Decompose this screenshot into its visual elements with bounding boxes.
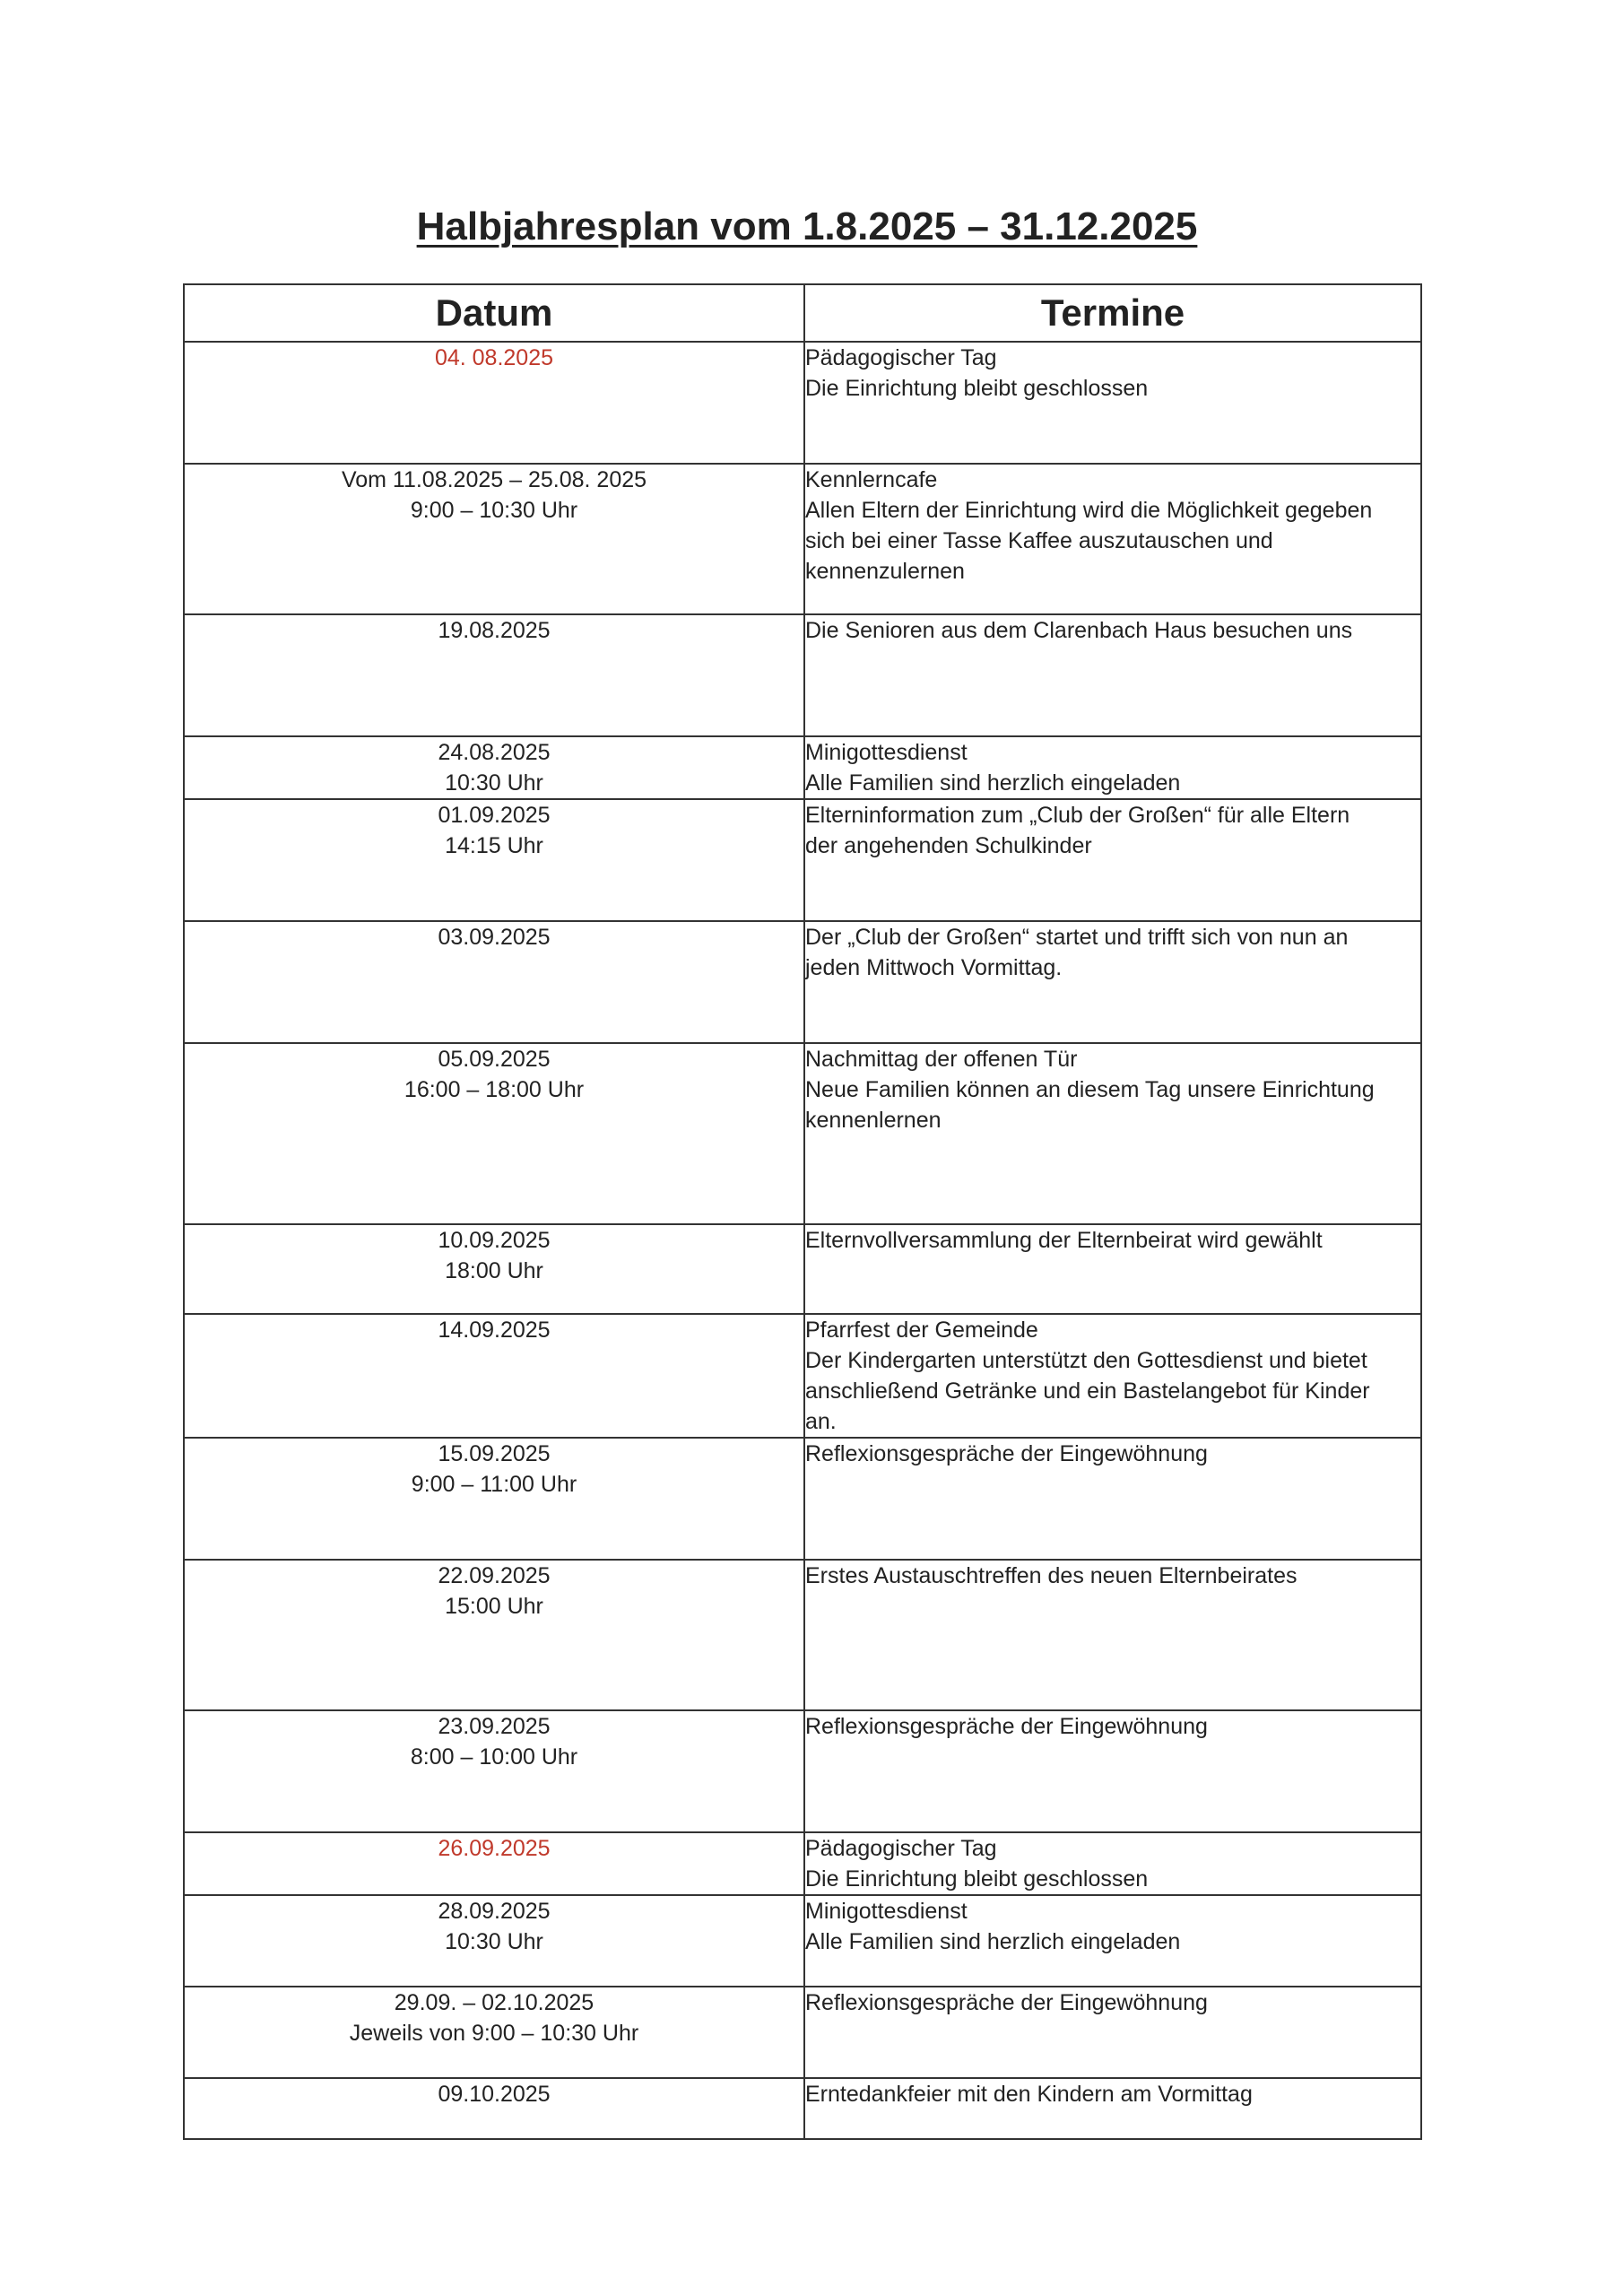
date-line: 16:00 – 18:00 Uhr: [404, 1077, 585, 1102]
date-cell: [184, 2078, 804, 2139]
date-line: 23.09.2025: [438, 1714, 551, 1739]
event-line: anschließend Getränke und ein Bastelangebot für Kinder: [805, 1378, 1370, 1404]
date-cell: [184, 464, 804, 614]
event-line: kennenzulernen: [805, 559, 965, 584]
event-cell: [804, 342, 1421, 464]
date-line: 24.08.2025: [438, 740, 551, 765]
date-line: 15:00 Uhr: [445, 1594, 543, 1619]
date-cell: [184, 736, 804, 799]
date-line: 15.09.2025: [438, 1441, 551, 1466]
date-cell: [184, 1043, 804, 1224]
event-cell: [804, 921, 1421, 1043]
event-line: Alle Familien sind herzlich eingeladen: [805, 1929, 1181, 1954]
table-row: [184, 1832, 1421, 1895]
table-row: [184, 799, 1421, 921]
table-row: [184, 1895, 1421, 1987]
event-line: Die Senioren aus dem Clarenbach Haus besuchen uns: [805, 618, 1353, 643]
event-cell: [804, 1438, 1421, 1560]
date-cell: [184, 921, 804, 1043]
date-line: 09.10.2025: [438, 2082, 551, 2107]
event-line: an.: [805, 1409, 837, 1434]
date-cell: [184, 1438, 804, 1560]
date-line: 9:00 – 10:30 Uhr: [410, 498, 578, 523]
event-cell: [804, 1560, 1421, 1710]
date-line: 26.09.2025: [438, 1836, 551, 1861]
date-line: 04. 08.2025: [434, 345, 554, 370]
table-row: [184, 2078, 1421, 2139]
event-line: Nachmittag der offenen Tür: [805, 1047, 1078, 1072]
event-line: Die Einrichtung bleibt geschlossen: [805, 376, 1149, 401]
event-cell: [804, 1224, 1421, 1314]
table-row: [184, 464, 1421, 614]
date-line: 10.09.2025: [438, 1228, 551, 1253]
date-line: 28.09.2025: [438, 1899, 551, 1924]
date-line: 14.09.2025: [438, 1318, 551, 1343]
table-row: [184, 1560, 1421, 1710]
event-line: Elterninformation zum „Club der Großen“ für alle Eltern: [805, 803, 1350, 828]
table-row: [184, 1987, 1421, 2078]
table-row: [184, 1224, 1421, 1314]
event-line: Erntedankfeier mit den Kindern am Vormittag: [805, 2082, 1253, 2107]
event-cell: [804, 1832, 1421, 1895]
event-line: Minigottesdienst: [805, 1899, 968, 1924]
event-line: Pädagogischer Tag: [805, 345, 997, 370]
event-cell: [804, 736, 1421, 799]
events-column-header: Termine: [804, 284, 1421, 342]
table-row: [184, 342, 1421, 464]
event-cell: [804, 464, 1421, 614]
date-cell: [184, 342, 804, 464]
event-cell: [804, 2078, 1421, 2139]
date-line: 22.09.2025: [438, 1563, 551, 1588]
event-line: Reflexionsgespräche der Eingewöhnung: [805, 1714, 1208, 1739]
event-line: Alle Familien sind herzlich eingeladen: [805, 770, 1181, 796]
date-line: 03.09.2025: [438, 925, 551, 950]
event-line: Der „Club der Großen“ startet und trifft sich von nun an: [805, 925, 1349, 950]
date-line: Vom 11.08.2025 – 25.08. 2025: [341, 467, 647, 492]
event-line: Der Kindergarten unterstützt den Gottesdienst und bietet: [805, 1348, 1367, 1373]
event-cell: [804, 1895, 1421, 1987]
event-line: Elternvollversammlung der Elternbeirat wird gewählt: [805, 1228, 1323, 1253]
table-row: [184, 1438, 1421, 1560]
date-cell: [184, 799, 804, 921]
table-row: [184, 1043, 1421, 1224]
event-line: Pädagogischer Tag: [805, 1836, 997, 1861]
date-cell: [184, 1224, 804, 1314]
schedule-table: [183, 283, 1422, 2140]
date-line: 01.09.2025: [438, 803, 551, 828]
event-line: kennenlernen: [805, 1108, 942, 1133]
table-row: [184, 736, 1421, 799]
date-cell: [184, 614, 804, 736]
event-cell: [804, 614, 1421, 736]
date-line: 19.08.2025: [438, 618, 551, 643]
date-cell: [184, 1710, 804, 1832]
date-line: 18:00 Uhr: [445, 1258, 543, 1283]
date-line: 05.09.2025: [438, 1047, 551, 1072]
event-line: Reflexionsgespräche der Eingewöhnung: [805, 1990, 1208, 2015]
date-cell: [184, 1560, 804, 1710]
date-cell: [184, 1832, 804, 1895]
event-line: Reflexionsgespräche der Eingewöhnung: [805, 1441, 1208, 1466]
page-title: Halbjahresplan vom 1.8.2025 – 31.12.2025: [416, 204, 1198, 248]
event-line: sich bei einer Tasse Kaffee auszutauschen und: [805, 528, 1273, 553]
event-line: Neue Familien können an diesem Tag unsere Einrichtung: [805, 1077, 1375, 1102]
event-line: Die Einrichtung bleibt geschlossen: [805, 1866, 1149, 1892]
date-line: Jeweils von 9:00 – 10:30 Uhr: [349, 2021, 639, 2046]
date-line: 10:30 Uhr: [445, 1929, 543, 1954]
event-line: jeden Mittwoch Vormittag.: [805, 955, 1063, 980]
date-cell: [184, 1895, 804, 1987]
schedule-body: [184, 342, 1421, 2139]
event-cell: [804, 1043, 1421, 1224]
table-row: [184, 921, 1421, 1043]
date-cell: [184, 1314, 804, 1438]
event-line: der angehenden Schulkinder: [805, 833, 1092, 858]
date-line: 29.09. – 02.10.2025: [394, 1990, 595, 2015]
event-cell: [804, 1710, 1421, 1832]
event-cell: [804, 1314, 1421, 1438]
event-cell: [804, 799, 1421, 921]
event-line: Erstes Austauschtreffen des neuen Elternbeirates: [805, 1563, 1298, 1588]
event-line: Allen Eltern der Einrichtung wird die Möglichkeit gegeben: [805, 498, 1373, 523]
event-line: Pfarrfest der Gemeinde: [805, 1318, 1038, 1343]
event-line: Minigottesdienst: [805, 740, 968, 765]
date-line: 14:15 Uhr: [445, 833, 543, 858]
table-row: [184, 1314, 1421, 1438]
date-line: 10:30 Uhr: [445, 770, 543, 796]
date-line: 8:00 – 10:00 Uhr: [410, 1744, 578, 1770]
table-row: [184, 614, 1421, 736]
event-cell: [804, 1987, 1421, 2078]
date-column-header: Datum: [184, 284, 804, 342]
header-row: [184, 284, 1421, 342]
table-row: [184, 1710, 1421, 1832]
event-line: Kennlerncafe: [805, 467, 938, 492]
date-line: 9:00 – 11:00 Uhr: [411, 1472, 577, 1497]
date-cell: [184, 1987, 804, 2078]
